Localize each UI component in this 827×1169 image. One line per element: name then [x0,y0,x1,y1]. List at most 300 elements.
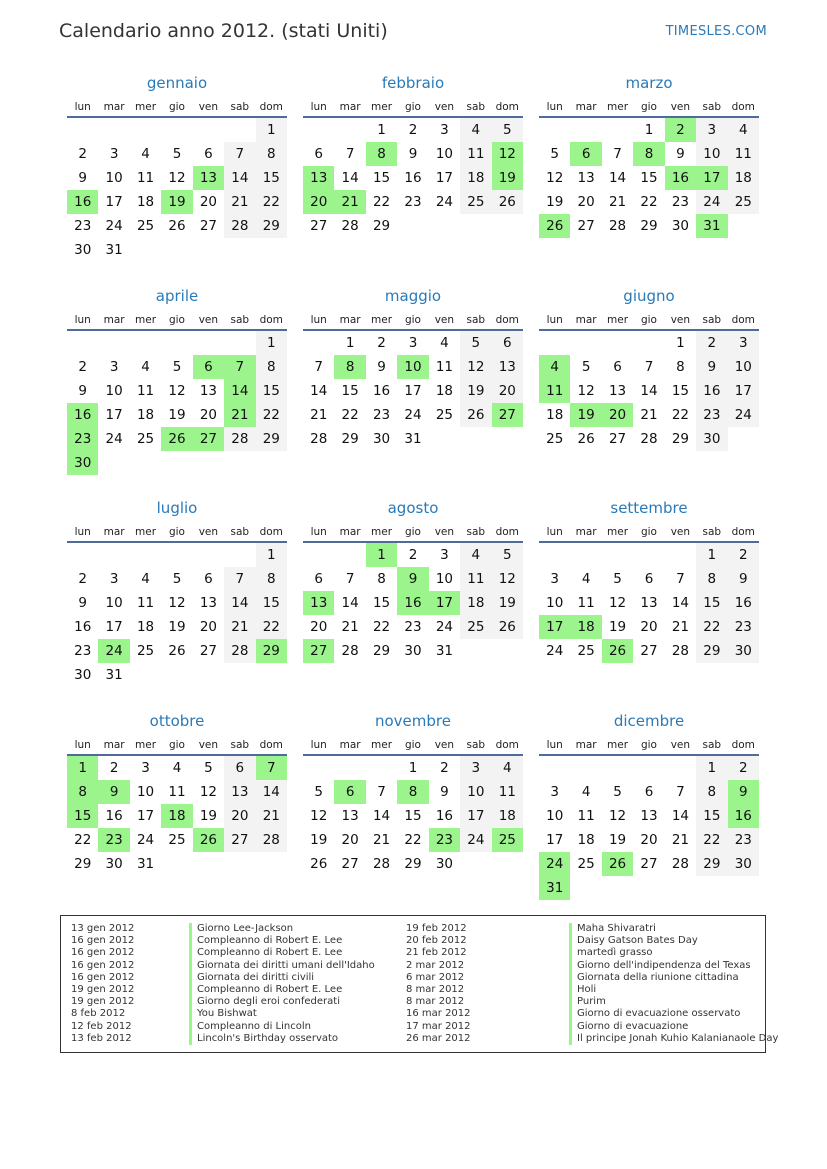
day-cell[interactable]: 20 [341,832,359,848]
day-cell[interactable]: 11 [136,595,155,611]
day-cell[interactable]: 7 [314,359,323,375]
day-cell[interactable]: 30 [74,242,92,258]
day-cell[interactable]: 11 [136,170,155,186]
day-cell[interactable]: 23 [74,218,92,234]
day-cell[interactable]: 24 [696,190,727,214]
day-cell[interactable]: 27 [310,218,328,234]
day-cell[interactable]: 2 [408,547,418,563]
day-cell[interactable]: 4 [141,571,150,587]
day-cell[interactable]: 28 [224,427,255,451]
day-cell[interactable]: 13 [224,780,255,804]
day-cell[interactable]: 19 [492,591,523,615]
holiday-day-cell[interactable]: 16 [397,591,428,615]
holiday-day-cell[interactable]: 20 [303,190,334,214]
day-cell[interactable]: 4 [141,359,150,375]
holiday-day-cell[interactable]: 7 [256,756,287,780]
day-cell[interactable]: 17 [105,619,123,635]
day-cell[interactable]: 18 [136,407,155,423]
day-cell[interactable]: 10 [435,146,454,162]
day-cell[interactable]: 31 [105,242,123,258]
day-cell[interactable]: 11 [460,142,491,166]
day-cell[interactable]: 31 [105,667,123,683]
day-cell[interactable]: 4 [581,571,591,587]
day-cell[interactable]: 15 [372,170,391,186]
holiday-day-cell[interactable]: 6 [334,780,365,804]
day-cell[interactable]: 19 [168,619,186,635]
day-cell[interactable]: 9 [78,170,87,186]
day-cell[interactable]: 11 [577,595,595,611]
day-cell[interactable]: 1 [696,543,727,567]
day-cell[interactable]: 2 [440,760,449,776]
day-cell[interactable]: 24 [546,643,564,659]
holiday-day-cell[interactable]: 23 [98,828,129,852]
day-cell[interactable]: 21 [224,190,255,214]
day-cell[interactable]: 14 [608,170,627,186]
holiday-day-cell[interactable]: 9 [98,780,129,804]
day-cell[interactable]: 24 [404,407,422,423]
day-cell[interactable]: 16 [696,379,727,403]
day-cell[interactable]: 25 [728,190,759,214]
holiday-day-cell[interactable]: 23 [429,828,460,852]
holiday-day-cell[interactable]: 13 [303,591,334,615]
day-cell[interactable]: 21 [640,407,658,423]
day-cell[interactable]: 18 [460,591,491,615]
day-cell[interactable]: 25 [577,643,595,659]
day-cell[interactable]: 16 [435,808,454,824]
holiday-day-cell[interactable]: 16 [665,166,696,190]
day-cell[interactable]: 14 [224,591,255,615]
day-cell[interactable]: 15 [256,166,287,190]
holiday-day-cell[interactable]: 27 [193,427,224,451]
day-cell[interactable]: 29 [696,639,727,663]
day-cell[interactable]: 6 [204,146,213,162]
day-cell[interactable]: 29 [671,431,690,447]
day-cell[interactable]: 7 [613,146,622,162]
day-cell[interactable]: 29 [256,427,287,451]
holiday-day-cell[interactable]: 14 [224,379,255,403]
holiday-day-cell[interactable]: 27 [303,639,334,663]
day-cell[interactable]: 15 [341,383,359,399]
day-cell[interactable]: 26 [460,403,491,427]
holiday-day-cell[interactable]: 18 [161,804,192,828]
day-cell[interactable]: 30 [728,639,759,663]
day-cell[interactable]: 4 [440,335,449,351]
day-cell[interactable]: 6 [314,571,323,587]
day-cell[interactable]: 9 [676,146,685,162]
day-cell[interactable]: 22 [74,832,92,848]
holiday-day-cell[interactable]: 18 [570,615,601,639]
day-cell[interactable]: 8 [256,355,287,379]
day-cell[interactable]: 3 [728,331,759,355]
day-cell[interactable]: 10 [136,784,155,800]
holiday-day-cell[interactable]: 15 [67,804,98,828]
day-cell[interactable]: 13 [492,355,523,379]
day-cell[interactable]: 2 [78,571,87,587]
day-cell[interactable]: 23 [728,828,759,852]
day-cell[interactable]: 9 [78,383,87,399]
day-cell[interactable]: 15 [696,804,727,828]
day-cell[interactable]: 5 [492,543,523,567]
holiday-day-cell[interactable]: 19 [492,166,523,190]
day-cell[interactable]: 18 [435,383,454,399]
day-cell[interactable]: 2 [728,756,759,780]
day-cell[interactable]: 14 [341,170,359,186]
day-cell[interactable]: 17 [105,194,123,210]
holiday-day-cell[interactable]: 21 [224,403,255,427]
day-cell[interactable]: 9 [408,146,418,162]
day-cell[interactable]: 10 [696,142,727,166]
day-cell[interactable]: 23 [404,194,422,210]
day-cell[interactable]: 10 [460,780,491,804]
day-cell[interactable]: 6 [224,756,255,780]
day-cell[interactable]: 30 [696,427,727,451]
day-cell[interactable]: 25 [136,431,155,447]
day-cell[interactable]: 3 [408,335,418,351]
day-cell[interactable]: 16 [105,808,123,824]
holiday-day-cell[interactable]: 8 [633,142,664,166]
day-cell[interactable]: 2 [78,146,87,162]
day-cell[interactable]: 10 [546,595,564,611]
day-cell[interactable]: 3 [109,571,119,587]
day-cell[interactable]: 2 [377,335,386,351]
day-cell[interactable]: 29 [372,218,391,234]
day-cell[interactable]: 20 [199,619,218,635]
day-cell[interactable]: 11 [460,567,491,591]
day-cell[interactable]: 31 [404,431,422,447]
day-cell[interactable]: 20 [199,407,218,423]
day-cell[interactable]: 22 [640,194,658,210]
day-cell[interactable]: 11 [168,784,186,800]
holiday-day-cell[interactable]: 27 [492,403,523,427]
day-cell[interactable]: 22 [372,194,391,210]
day-cell[interactable]: 21 [256,804,287,828]
day-cell[interactable]: 29 [696,852,727,876]
day-cell[interactable]: 28 [224,214,255,238]
day-cell[interactable]: 17 [546,832,564,848]
day-cell[interactable]: 30 [435,856,454,872]
holiday-day-cell[interactable]: 9 [397,567,428,591]
day-cell[interactable]: 9 [440,784,449,800]
day-cell[interactable]: 22 [256,190,287,214]
day-cell[interactable]: 4 [460,543,491,567]
day-cell[interactable]: 10 [728,355,759,379]
day-cell[interactable]: 12 [546,170,564,186]
day-cell[interactable]: 30 [105,856,123,872]
day-cell[interactable]: 13 [608,383,627,399]
day-cell[interactable]: 28 [310,431,328,447]
day-cell[interactable]: 26 [168,643,186,659]
holiday-day-cell[interactable]: 10 [397,355,428,379]
day-cell[interactable]: 5 [314,784,323,800]
day-cell[interactable]: 20 [199,194,218,210]
day-cell[interactable]: 6 [314,146,323,162]
day-cell[interactable]: 28 [640,431,658,447]
day-cell[interactable]: 12 [608,595,627,611]
day-cell[interactable]: 22 [404,832,422,848]
day-cell[interactable]: 5 [581,359,591,375]
day-cell[interactable]: 19 [460,379,491,403]
day-cell[interactable]: 18 [577,832,595,848]
day-cell[interactable]: 21 [671,832,690,848]
day-cell[interactable]: 11 [435,359,454,375]
day-cell[interactable]: 28 [372,856,391,872]
day-cell[interactable]: 24 [460,828,491,852]
day-cell[interactable]: 6 [204,571,213,587]
day-cell[interactable]: 29 [640,218,658,234]
day-cell[interactable]: 27 [640,643,658,659]
holiday-day-cell[interactable]: 8 [366,142,397,166]
holiday-day-cell[interactable]: 31 [539,876,570,900]
day-cell[interactable]: 13 [341,808,359,824]
day-cell[interactable]: 12 [460,355,491,379]
day-cell[interactable]: 21 [224,615,255,639]
day-cell[interactable]: 3 [550,784,559,800]
day-cell[interactable]: 24 [728,403,759,427]
day-cell[interactable]: 30 [372,431,391,447]
day-cell[interactable]: 13 [199,383,218,399]
day-cell[interactable]: 28 [671,643,690,659]
day-cell[interactable]: 8 [696,780,727,804]
holiday-day-cell[interactable]: 16 [67,403,98,427]
holiday-day-cell[interactable]: 25 [492,828,523,852]
holiday-day-cell[interactable]: 7 [224,355,255,379]
day-cell[interactable]: 1 [256,331,287,355]
day-cell[interactable]: 21 [341,619,359,635]
day-cell[interactable]: 27 [341,856,359,872]
day-cell[interactable]: 5 [613,784,622,800]
day-cell[interactable]: 4 [728,118,759,142]
holiday-day-cell[interactable]: 26 [539,214,570,238]
holiday-day-cell[interactable]: 13 [193,166,224,190]
day-cell[interactable]: 17 [435,170,454,186]
day-cell[interactable]: 29 [341,431,359,447]
day-cell[interactable]: 7 [676,784,685,800]
day-cell[interactable]: 2 [109,760,119,776]
day-cell[interactable]: 7 [224,567,255,591]
day-cell[interactable]: 22 [696,828,727,852]
day-cell[interactable]: 13 [640,595,658,611]
day-cell[interactable]: 20 [310,619,328,635]
day-cell[interactable]: 7 [377,784,386,800]
day-cell[interactable]: 28 [341,218,359,234]
day-cell[interactable]: 14 [640,383,658,399]
day-cell[interactable]: 25 [136,218,155,234]
day-cell[interactable]: 6 [492,331,523,355]
holiday-day-cell[interactable]: 17 [696,166,727,190]
holiday-day-cell[interactable]: 16 [67,190,98,214]
day-cell[interactable]: 31 [435,643,454,659]
day-cell[interactable]: 25 [577,856,595,872]
holiday-day-cell[interactable]: 8 [397,780,428,804]
day-cell[interactable]: 7 [345,571,355,587]
day-cell[interactable]: 17 [728,379,759,403]
day-cell[interactable]: 23 [671,194,690,210]
day-cell[interactable]: 4 [172,760,182,776]
day-cell[interactable]: 3 [109,146,119,162]
day-cell[interactable]: 7 [224,142,255,166]
day-cell[interactable]: 7 [644,359,654,375]
day-cell[interactable]: 24 [105,218,123,234]
holiday-day-cell[interactable]: 11 [539,379,570,403]
day-cell[interactable]: 16 [728,591,759,615]
holiday-day-cell[interactable]: 2 [665,118,696,142]
day-cell[interactable]: 29 [256,214,287,238]
day-cell[interactable]: 10 [546,808,564,824]
day-cell[interactable]: 8 [256,567,287,591]
day-cell[interactable]: 23 [728,615,759,639]
day-cell[interactable]: 11 [728,142,759,166]
day-cell[interactable]: 22 [671,407,690,423]
day-cell[interactable]: 12 [168,170,186,186]
day-cell[interactable]: 18 [728,166,759,190]
day-cell[interactable]: 20 [224,804,255,828]
day-cell[interactable]: 20 [640,832,658,848]
day-cell[interactable]: 2 [408,122,418,138]
day-cell[interactable]: 24 [105,431,123,447]
day-cell[interactable]: 25 [136,643,155,659]
day-cell[interactable]: 12 [199,784,218,800]
day-cell[interactable]: 2 [78,359,87,375]
day-cell[interactable]: 8 [377,571,386,587]
day-cell[interactable]: 12 [310,808,328,824]
day-cell[interactable]: 22 [341,407,359,423]
day-cell[interactable]: 14 [341,595,359,611]
day-cell[interactable]: 5 [613,571,622,587]
day-cell[interactable]: 9 [78,595,87,611]
holiday-day-cell[interactable]: 26 [161,427,192,451]
holiday-day-cell[interactable]: 31 [696,214,727,238]
holiday-day-cell[interactable]: 16 [728,804,759,828]
day-cell[interactable]: 28 [608,218,627,234]
day-cell[interactable]: 8 [256,142,287,166]
day-cell[interactable]: 15 [256,591,287,615]
day-cell[interactable]: 6 [644,571,654,587]
day-cell[interactable]: 5 [460,331,491,355]
holiday-day-cell[interactable]: 17 [429,591,460,615]
day-cell[interactable]: 15 [404,808,422,824]
day-cell[interactable]: 10 [105,170,123,186]
day-cell[interactable]: 7 [345,146,355,162]
day-cell[interactable]: 21 [310,407,328,423]
holiday-day-cell[interactable]: 26 [602,852,633,876]
day-cell[interactable]: 14 [671,808,690,824]
day-cell[interactable]: 6 [613,359,622,375]
holiday-day-cell[interactable]: 1 [67,756,98,780]
day-cell[interactable]: 24 [435,619,454,635]
day-cell[interactable]: 3 [141,760,150,776]
day-cell[interactable]: 1 [644,122,654,138]
day-cell[interactable]: 8 [676,359,685,375]
day-cell[interactable]: 1 [676,335,685,351]
day-cell[interactable]: 5 [172,571,182,587]
holiday-day-cell[interactable]: 29 [256,639,287,663]
day-cell[interactable]: 10 [435,571,454,587]
day-cell[interactable]: 23 [696,403,727,427]
day-cell[interactable]: 4 [141,146,150,162]
day-cell[interactable]: 12 [577,383,595,399]
day-cell[interactable]: 3 [440,547,449,563]
holiday-day-cell[interactable]: 30 [67,451,98,475]
day-cell[interactable]: 19 [546,194,564,210]
day-cell[interactable]: 16 [74,619,92,635]
day-cell[interactable]: 15 [256,379,287,403]
day-cell[interactable]: 29 [74,856,92,872]
day-cell[interactable]: 5 [204,760,213,776]
day-cell[interactable]: 28 [256,828,287,852]
day-cell[interactable]: 15 [671,383,690,399]
day-cell[interactable]: 11 [136,383,155,399]
day-cell[interactable]: 1 [408,760,418,776]
day-cell[interactable]: 3 [696,118,727,142]
day-cell[interactable]: 19 [608,619,627,635]
holiday-day-cell[interactable]: 26 [193,828,224,852]
day-cell[interactable]: 5 [172,359,182,375]
day-cell[interactable]: 18 [460,166,491,190]
day-cell[interactable]: 24 [435,194,454,210]
day-cell[interactable]: 5 [492,118,523,142]
day-cell[interactable]: 4 [460,118,491,142]
day-cell[interactable]: 7 [676,571,685,587]
holiday-day-cell[interactable]: 8 [67,780,98,804]
day-cell[interactable]: 22 [256,615,287,639]
day-cell[interactable]: 1 [345,335,355,351]
day-cell[interactable]: 10 [105,383,123,399]
day-cell[interactable]: 9 [377,359,386,375]
day-cell[interactable]: 3 [550,571,559,587]
day-cell[interactable]: 1 [696,756,727,780]
day-cell[interactable]: 19 [199,808,218,824]
day-cell[interactable]: 15 [372,595,391,611]
day-cell[interactable]: 28 [671,856,690,872]
day-cell[interactable]: 21 [372,832,391,848]
holiday-day-cell[interactable]: 24 [98,639,129,663]
day-cell[interactable]: 29 [372,643,391,659]
day-cell[interactable]: 30 [728,852,759,876]
holiday-day-cell[interactable]: 8 [334,355,365,379]
day-cell[interactable]: 5 [172,146,182,162]
holiday-day-cell[interactable]: 19 [161,190,192,214]
day-cell[interactable]: 23 [372,407,391,423]
day-cell[interactable]: 1 [377,122,386,138]
holiday-day-cell[interactable]: 24 [539,852,570,876]
day-cell[interactable]: 14 [671,595,690,611]
day-cell[interactable]: 13 [199,595,218,611]
day-cell[interactable]: 18 [136,619,155,635]
day-cell[interactable]: 14 [372,808,391,824]
day-cell[interactable]: 28 [341,643,359,659]
day-cell[interactable]: 30 [404,643,422,659]
day-cell[interactable]: 2 [696,331,727,355]
day-cell[interactable]: 27 [577,218,595,234]
day-cell[interactable]: 19 [310,832,328,848]
day-cell[interactable]: 18 [546,407,564,423]
day-cell[interactable]: 3 [109,359,119,375]
holiday-day-cell[interactable]: 20 [602,403,633,427]
day-cell[interactable]: 2 [728,543,759,567]
day-cell[interactable]: 9 [728,567,759,591]
holiday-day-cell[interactable]: 26 [602,639,633,663]
day-cell[interactable]: 20 [492,379,523,403]
day-cell[interactable]: 28 [224,639,255,663]
day-cell[interactable]: 27 [608,431,627,447]
day-cell[interactable]: 30 [74,667,92,683]
day-cell[interactable]: 19 [608,832,627,848]
day-cell[interactable]: 22 [696,615,727,639]
day-cell[interactable]: 27 [640,856,658,872]
day-cell[interactable]: 13 [640,808,658,824]
day-cell[interactable]: 8 [696,567,727,591]
day-cell[interactable]: 31 [136,856,155,872]
